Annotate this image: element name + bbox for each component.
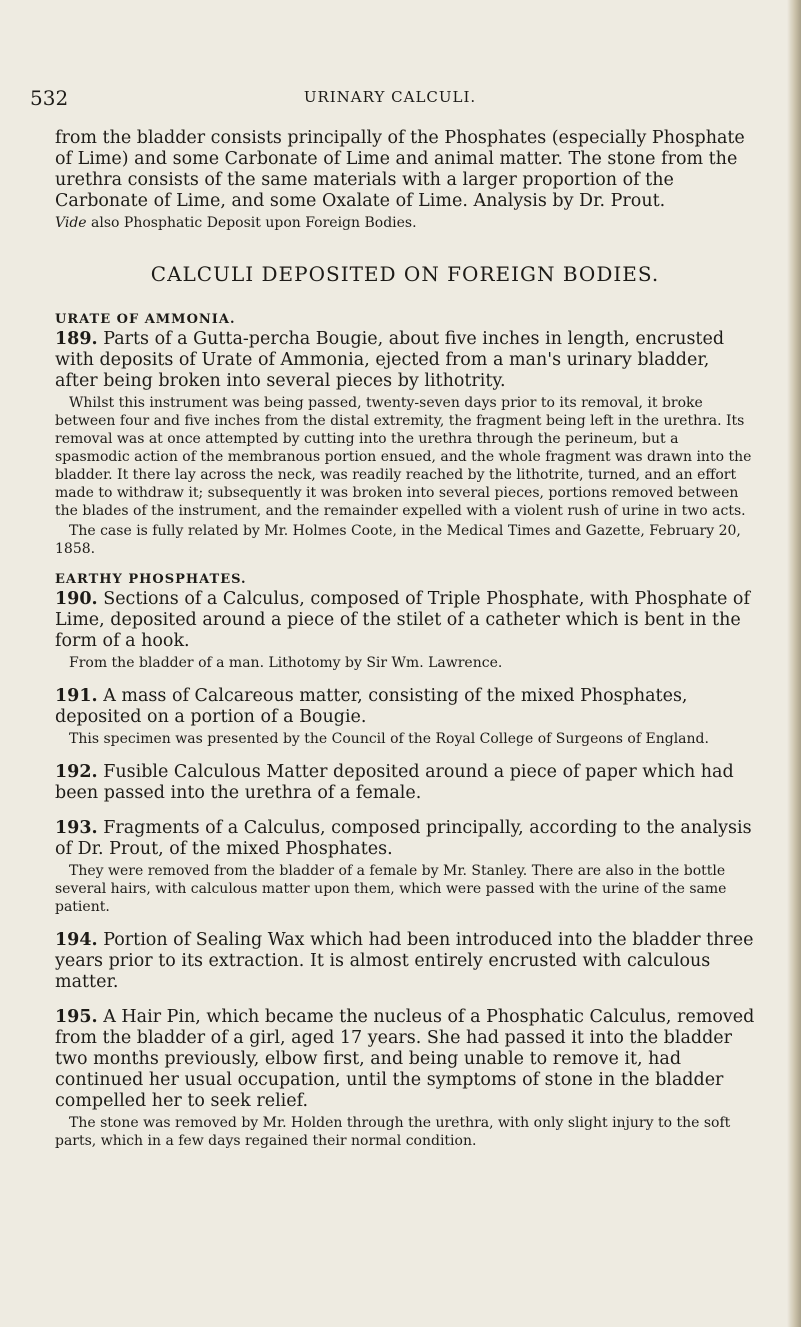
- entry-number: 191.: [55, 686, 98, 706]
- running-title: URINARY CALCULI.: [303, 88, 477, 106]
- catalogue-entry: [55, 1007, 755, 1150]
- entry-description: [55, 930, 755, 993]
- catalogue-entry: [55, 818, 755, 916]
- entry-number: 189.: [55, 329, 98, 349]
- page-number: 532: [30, 86, 69, 110]
- catalogue-entry: [55, 762, 755, 804]
- entry-number: 192.: [55, 762, 98, 782]
- entry-note: The case is fully related by Mr. Holmes Coote, in the Medical Times and Gazette, February 20, 1858.: [55, 523, 741, 557]
- entry-text: Parts of a Gutta-percha Bougie, about five inches in length, encrusted with deposits of Urate of Ammonia, ejected from a man's urinary bladder, after being broken into several pieces by lithotrity.: [55, 329, 725, 391]
- catalogue-entry: [55, 572, 755, 672]
- entry-list: [55, 312, 755, 1150]
- page-edge: [787, 0, 801, 1327]
- entry-text: A mass of Calcareous matter, consisting of the mixed Phosphates, deposited on a portion of a Bougie.: [55, 686, 688, 727]
- entry-description: [55, 686, 755, 728]
- entry-text: Fusible Calculous Matter deposited around a piece of paper which had been passed into the urethra of a female.: [55, 762, 734, 803]
- entry-description: [55, 818, 755, 860]
- page-body: [55, 128, 755, 1164]
- entry-text: Portion of Sealing Wax which had been introduced into the bladder three years prior to its extraction. It is almost entirely encrusted with calculous matter.: [55, 930, 754, 992]
- vide-note: [55, 214, 755, 232]
- vide-text: also Phosphatic Deposit upon Foreign Bodies.: [86, 215, 417, 231]
- catalogue-entry: [55, 686, 755, 748]
- vide-word: Vide: [55, 215, 87, 231]
- entry-description: [55, 329, 755, 392]
- entry-note: Whilst this instrument was being passed, twenty-seven days prior to its removal, it broke between four and five inches from the distal extremity, the fragment being left in the urethra. Its removal was at once attempted by cutting into the urethra through the perineum, but a spasmodic action of the membranous portion ensued, and the whole fragment was drawn into the bladder. It there lay across the neck, was readily reached by the lithotrite, turned, and an effort made to withdraw it; subsequently it was broken into several pieces, portions removed between the blades of the instrument, and the remainder expelled with a violent rush of urine in two acts.: [55, 395, 752, 519]
- entry-subhead: EARTHY PHOSPHATES.: [55, 572, 247, 587]
- entry-number: 193.: [55, 818, 98, 838]
- entry-text: Sections of a Calculus, composed of Triple Phosphate, with Phosphate of Lime, deposited around a piece of the stilet of a catheter which is bent in the form of a hook.: [55, 589, 750, 651]
- entry-note: The stone was removed by Mr. Holden through the urethra, with only slight injury to the soft parts, which in a few days regained their normal condition.: [55, 1115, 731, 1149]
- entry-number: 195.: [55, 1007, 98, 1027]
- entry-description: [55, 589, 755, 652]
- entry-note: This specimen was presented by the Council of the Royal College of Surgeons of England.: [69, 731, 709, 747]
- entry-note: They were removed from the bladder of a female by Mr. Stanley. There are also in the bottle several hairs, with calculous matter upon them, which were passed with the urine of the same patient.: [55, 863, 727, 915]
- intro-paragraph: from the bladder consists principally of the Phosphates (especially Phosphate of Lime) and some Carbonate of Lime and animal matter. The stone from the urethra consists of the same materials with a larger proportion of the Carbonate of Lime, and some Oxalate of Lime. Analysis by Dr. Prout.: [55, 128, 745, 211]
- entry-number: 190.: [55, 589, 98, 609]
- catalogue-entry: [55, 930, 755, 993]
- entry-text: A Hair Pin, which became the nucleus of a Phosphatic Calculus, removed from the bladder of a girl, aged 17 years. She had passed it into the bladder two months previously, elbow first, and being unable to remove it, had continued her usual occupation, until the symptoms of stone in the bladder compelled her to seek relief.: [55, 1007, 755, 1111]
- entry-description: [55, 1007, 755, 1112]
- entry-description: [55, 762, 755, 804]
- entry-number: 194.: [55, 930, 98, 950]
- entry-text: Fragments of a Calculus, composed principally, according to the analysis of Dr. Prout, of the mixed Phosphates.: [55, 818, 752, 859]
- catalogue-entry: [55, 312, 755, 558]
- entry-subhead: URATE OF AMMONIA.: [55, 312, 236, 327]
- entry-note: From the bladder of a man. Lithotomy by Sir Wm. Lawrence.: [69, 655, 503, 671]
- section-heading: CALCULI DEPOSITED ON FOREIGN BODIES.: [150, 262, 660, 286]
- page-header: [30, 86, 750, 110]
